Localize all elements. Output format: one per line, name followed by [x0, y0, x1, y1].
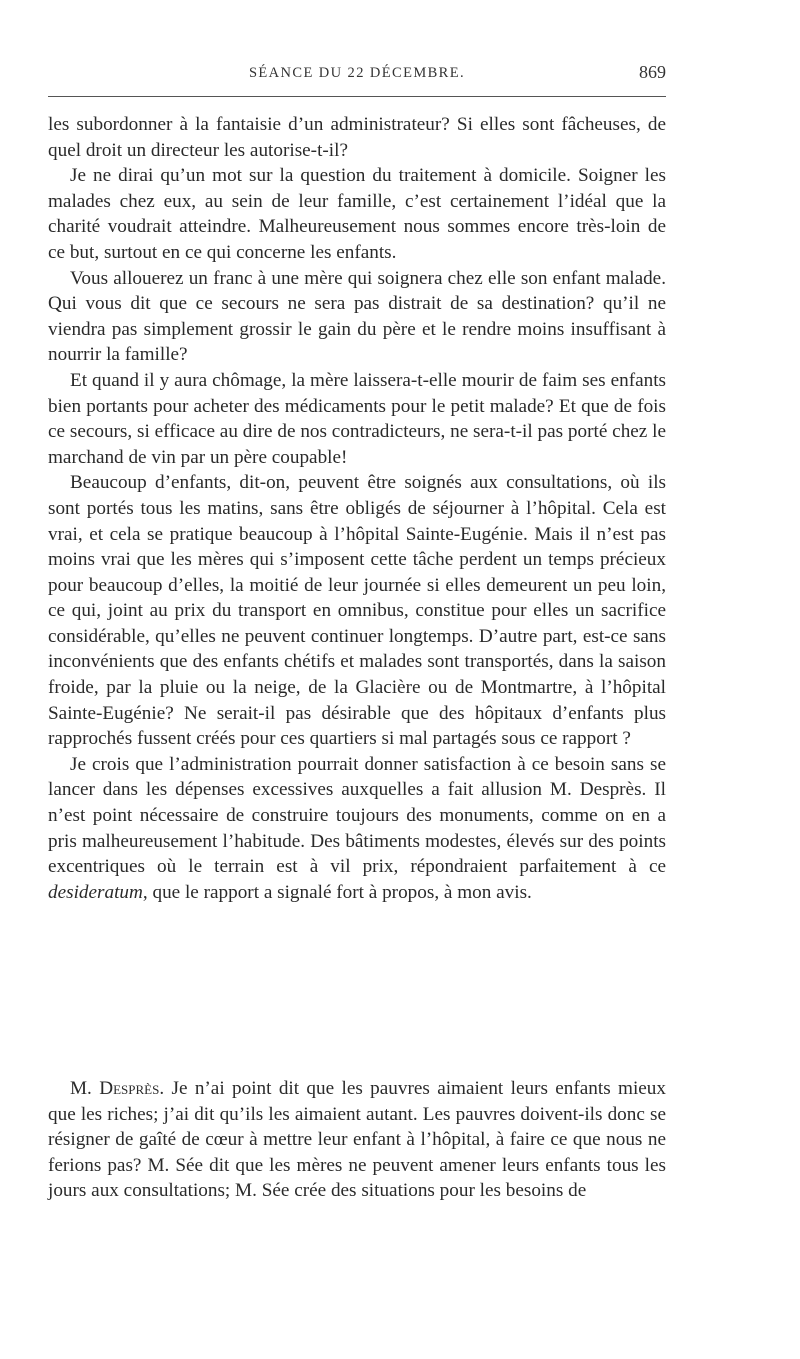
- header-rule: [48, 96, 666, 97]
- running-title: SÉANCE DU 22 DÉCEMBRE.: [248, 65, 466, 81]
- speaker-suffix: .: [159, 1078, 165, 1099]
- speaker-name: Desprès: [99, 1078, 160, 1099]
- paragraph-text: , que le rapport a signalé fort à propos, à mon avis.: [142, 881, 532, 903]
- paragraph-administration: [48, 752, 666, 906]
- paragraph-franc: [48, 266, 666, 368]
- paragraph-chomage: [48, 368, 666, 470]
- paragraph-text: Je ne dirai qu’un mot sur la question du traitement à domicile. Soigner les malades chez eux, au sein de leur famille, c’est certainement l’idéal que la charité voudrait atteindre. Malheureusement nous sommes encore très-loin de ce but, surtout en ce qui concerne les enfants.: [48, 165, 666, 263]
- paragraph-domicile: [48, 163, 666, 265]
- book-page: [48, 0, 666, 1359]
- paragraph-text: Je crois que l’administration pourrait donner satisfaction à ce besoin sans se lancer dans les dépenses excessives auxquelles a fait allusion M. Desprès. Il n’est point nécessaire de construire toujours des monuments, comme on en a pris malheureusement l’habitude. Des bâtiments modestes, élevés sur des points excentriques où le terrain est à vil prix, répondraient parfaitement à ce: [48, 753, 666, 878]
- speech-block: [48, 1076, 666, 1204]
- paragraph-text: Beaucoup d’enfants, dit-on, peuvent être soignés aux consultations, où ils sont portés tous les matins, sans être obligés de séjourner à l’hôpital. Cela est vrai, et cela se pratique beaucoup à l’hôpital Sainte-Eugénie. Mais il n’est pas moins vrai que les mères qui s’imposent cette tâche perdent un temps précieux pour beaucoup d’elles, la moitié de leur journée si elles demeurent un peu loin, ce qui, joint au prix du transport en omnibus, constitue pour elles un sacrifice considérable, qu’elles ne peuvent continuer longtemps. D’autre part, est-ce sans inconvénients que des enfants chétifs et malades sont transportés, dans la saison froide, par la pluie ou la neige, de la Glacière ou de Montmartre, à l’hôpital Sainte-Eugénie? Ne serait-il pas désirable que des hôpitaux d’enfants plus rapprochés fussent créés pour ces quartiers si mal partagés sous ce rapport ?: [48, 472, 666, 750]
- paragraph-text: Vous allouerez un franc à une mère qui soignera chez elle son enfant malade. Qui vous dit que ce secours ne sera pas distrait de sa destination? qu’il ne viendra pas simplement grossir le gain du père et le rendre moins insuffisant à nourrir la famille?: [48, 267, 666, 366]
- page-number: 869: [639, 62, 666, 82]
- running-head: [48, 62, 666, 86]
- italic-term: desideratum: [48, 881, 143, 903]
- paragraph-text: Et quand il y aura chômage, la mère laissera-t-elle mourir de faim ses enfants bien portants pour acheter des médicaments pour le petit malade? Et que de fois ce secours, si efficace au dire de nos contradicteurs, ne sera-t-il pas porté chez le marchand de vin par un père coupable!: [48, 369, 666, 468]
- speech-text: Je n’ai point dit que les pauvres aimaient leurs enfants mieux que les riches; j’ai dit qu’ils les aimaient autant. Les pauvres doivent-ils donc se résigner de gaîté de cœur à mettre leur enfant à l’hôpital, à faire ce que nous ne ferions pas? M. Sée dit que les mères ne peuvent amener leurs enfants tous les jours aux consultations; M. Sée crée des situations pour les besoins de: [48, 1078, 666, 1202]
- body-text: [48, 112, 666, 905]
- speech-paragraph: [48, 1076, 666, 1204]
- speaker-prefix: M.: [70, 1078, 100, 1099]
- paragraph-continuation: [48, 112, 666, 163]
- paragraph-consultations: [48, 470, 666, 752]
- paragraph-text: les subordonner à la fantaisie d’un administrateur? Si elles sont fâcheuses, de quel droit un directeur les autorise-t-il?: [48, 114, 666, 161]
